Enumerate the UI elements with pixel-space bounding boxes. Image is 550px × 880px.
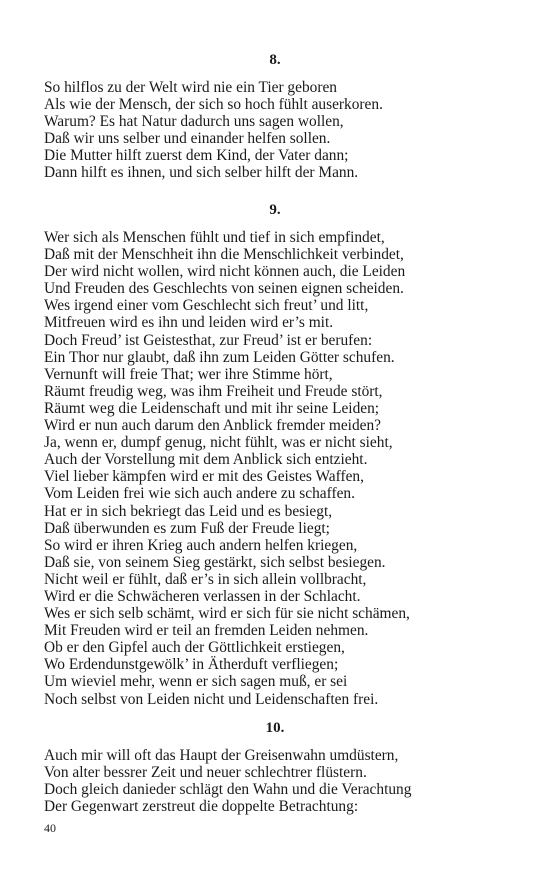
verse-line: Nicht weil er fühlt, daß er’s in sich allein vollbracht, (44, 570, 367, 588)
verse-line: Daß überwunden es zum Fuß der Freude liegt; (44, 519, 330, 537)
verse-line: So hilflos zu der Welt wird nie ein Tier geboren (44, 79, 337, 96)
verse-line: Wird er nun auch darum den Anblick fremder meiden? (44, 417, 381, 435)
verse-line: Wes er sich selb schämt, wird er sich für sie nicht schämen, (44, 605, 410, 623)
verse-line: Von alter bessrer Zeit und neuer schlechtrer flüstern. (44, 764, 367, 782)
verse-line: Wes irgend einer vom Geschlecht sich freut’ und litt, (44, 297, 369, 315)
verse-line: Doch gleich danieder schlägt den Wahn und die Verachtung (44, 781, 412, 799)
verse-line: Daß sie, von seinem Sieg gestärkt, sich selbst besiegen. (44, 553, 386, 571)
section-number: 9. (269, 202, 281, 218)
verse-line: Wo Erdendunstgewölk’ in Ätherduft verfliegen; (44, 656, 339, 674)
verse-line: Mit Freuden wird er teil an fremden Leiden nehmen. (44, 622, 369, 640)
verse-line: Und Freuden des Geschlechts von seinen eignen scheiden. (44, 280, 404, 298)
verse-line: Auch mir will oft das Haupt der Greisenwahn umdüstern, (44, 747, 399, 764)
verse-line: Ein Thor nur glaubt, daß ihn zum Leiden Götter schufen. (44, 348, 395, 366)
page-number: 40 (44, 821, 56, 835)
verse-line: Dann hilft es ihnen, und sich selber hilft der Mann. (44, 164, 359, 182)
section-number: 8. (269, 52, 281, 68)
stanza (44, 229, 514, 708)
verse-line: Die Mutter hilft zuerst dem Kind, der Vater dann; (44, 147, 349, 165)
verse-line: Wird er die Schwächeren verlassen in der Schlacht. (44, 587, 361, 605)
verse-line: Daß wir uns selber und einander helfen sollen. (44, 130, 331, 148)
verse-line: Hat er in sich bekriegt das Leid und es besiegt, (44, 502, 333, 520)
verse-line: So wird er ihren Krieg auch andern helfen kriegen, (44, 536, 358, 554)
verse-line: Doch Freud’ ist Geistesthat, zur Freud’ ist er berufen: (44, 331, 373, 349)
verse-line: Warum? Es hat Natur dadurch uns sagen wollen, (44, 113, 344, 131)
verse-line: Als wie der Mensch, der sich so hoch fühlt auserkoren. (44, 96, 383, 114)
stanza (44, 79, 514, 182)
verse-line: Noch selbst von Leiden nicht und Leidenschaften frei. (44, 690, 379, 708)
verse-line: Räumt weg die Leidenschaft und mit ihr seine Leiden; (44, 399, 380, 417)
verse-line: Der Gegenwart zerstreut die doppelte Betrachtung: (44, 798, 359, 816)
verse-line: Vom Leiden frei wie sich auch andere zu schaffen. (44, 485, 355, 503)
verse-line: Daß mit der Menschheit ihn die Menschlichkeit verbindet, (44, 246, 404, 264)
verse-line: Ja, wenn er, dumpf genug, nicht fühlt, was er nicht sieht, (44, 434, 393, 452)
verse-line: Um wieviel mehr, wenn er sich sagen muß, er sei (44, 673, 348, 691)
verse-line: Der wird nicht wollen, wird nicht können auch, die Leiden (44, 263, 406, 281)
stanza (44, 747, 514, 815)
verse-line: Ob er den Gipfel auch der Göttlichkeit erstiegen, (44, 639, 345, 657)
verse-line: Räumt freudig weg, was ihm Freiheit und Freude stört, (44, 382, 383, 400)
verse-line: Viel lieber kämpfen wird er mit des Geistes Waffen, (44, 468, 364, 486)
verse-line: Wer sich als Menschen fühlt und tief in sich empfindet, (44, 229, 385, 246)
verse-line: Mitfreuen wird es ihn und leiden wird er’s mit. (44, 314, 334, 332)
verse-line: Vernunft will freie That; wer ihre Stimme hört, (44, 365, 333, 383)
section-number: 10. (265, 720, 285, 736)
verse-line: Auch der Vorstellung mit dem Anblick sich entzieht. (44, 451, 368, 469)
